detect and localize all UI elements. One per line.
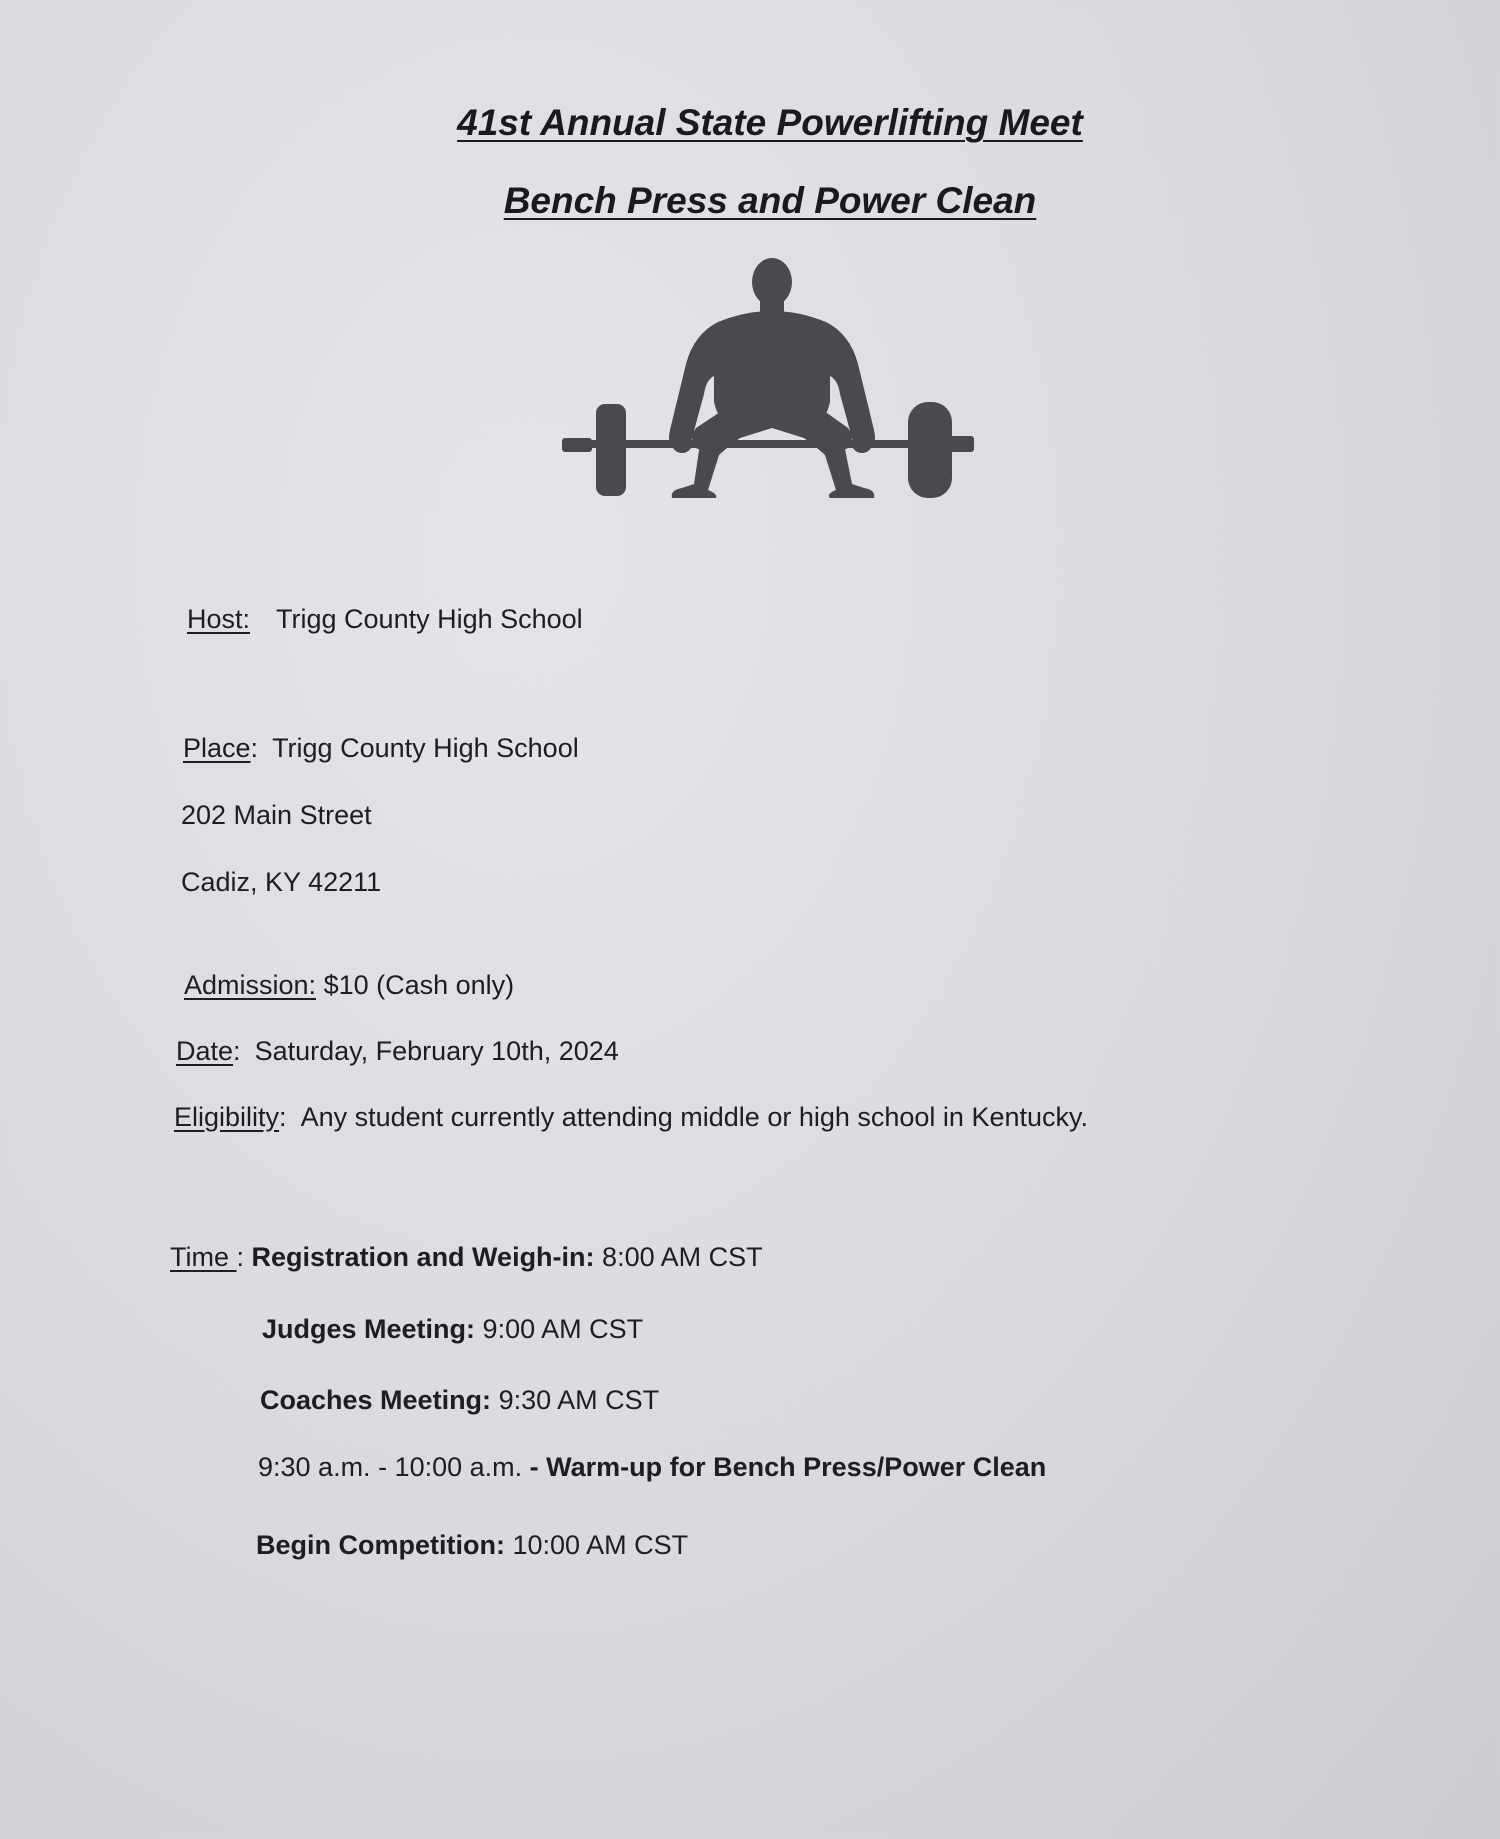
place-separator: : xyxy=(250,733,259,763)
registration-label: Registration and Weigh-in: xyxy=(251,1242,595,1272)
begin-label: Begin Competition: xyxy=(256,1530,505,1560)
begin-time: 10:00 AM CST xyxy=(512,1530,689,1560)
eligibility-separator: : xyxy=(279,1102,287,1132)
admission-value: $10 (Cash only) xyxy=(323,970,515,1000)
judges-time: 9:00 AM CST xyxy=(482,1314,644,1344)
admission-row xyxy=(184,970,514,1001)
place-row xyxy=(183,733,579,764)
place-label: Place xyxy=(183,733,251,763)
eligibility-label: Eligibility xyxy=(174,1102,280,1132)
admission-label: Admission: xyxy=(184,970,317,1000)
host-row xyxy=(187,604,583,635)
time-label: Time xyxy=(170,1242,237,1272)
date-separator: : xyxy=(233,1036,241,1066)
warmup-time: 9:30 a.m. - 10:00 a.m. xyxy=(258,1452,523,1482)
coaches-label: Coaches Meeting: xyxy=(260,1385,492,1415)
registration-time: 8:00 AM CST xyxy=(602,1242,763,1272)
date-row xyxy=(176,1036,619,1067)
host-value: Trigg County High School xyxy=(276,604,583,634)
time-separator: : xyxy=(236,1242,245,1272)
warmup-label: - Warm-up for Bench Press/Power Clean xyxy=(529,1452,1047,1482)
weightlifter-deadlift-icon xyxy=(558,252,978,502)
judges-meeting-row xyxy=(262,1314,643,1345)
city-state-zip: Cadiz, KY 42211 xyxy=(181,867,382,897)
coaches-time: 9:30 AM CST xyxy=(498,1385,660,1415)
coaches-meeting-row xyxy=(260,1385,659,1416)
date-value: Saturday, February 10th, 2024 xyxy=(254,1036,619,1066)
flyer-subtitle: Bench Press and Power Clean xyxy=(503,180,1037,221)
time-row xyxy=(170,1242,763,1273)
place-value: Trigg County High School xyxy=(272,733,579,763)
street-address: 202 Main Street xyxy=(181,800,372,830)
begin-competition-row xyxy=(256,1530,688,1561)
eligibility-row xyxy=(174,1102,1088,1133)
warmup-row xyxy=(258,1452,1046,1483)
judges-label: Judges Meeting: xyxy=(262,1314,476,1344)
eligibility-value: Any student currently attending middle or high school in Kentucky. xyxy=(300,1102,1089,1132)
host-label: Host: xyxy=(187,604,251,634)
date-label: Date xyxy=(176,1036,234,1066)
flyer-title: 41st Annual State Powerlifting Meet xyxy=(457,102,1083,143)
